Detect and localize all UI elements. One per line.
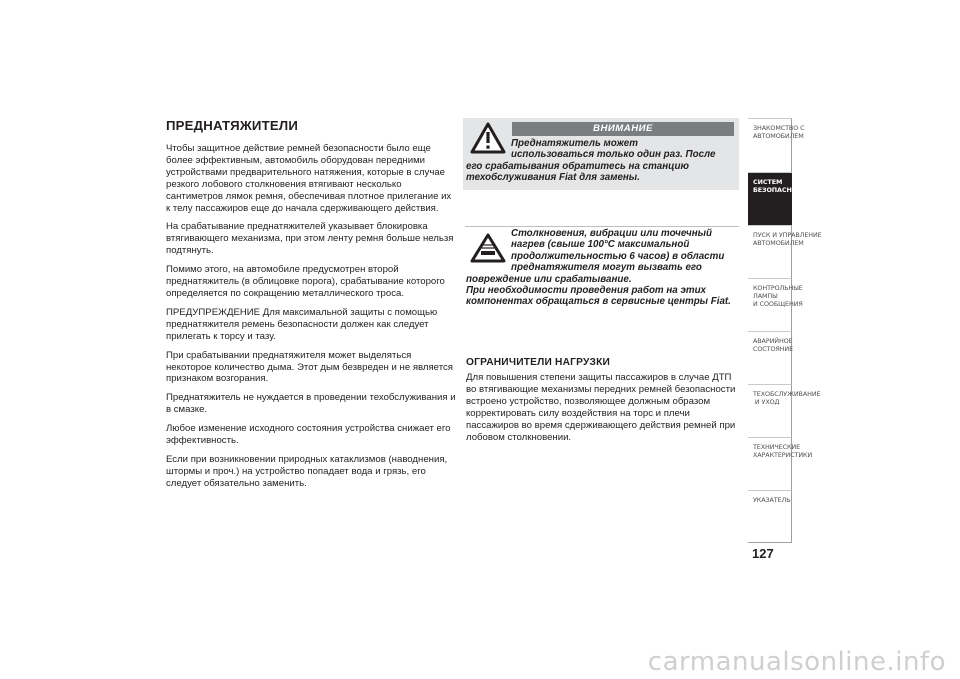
- paragraph: На срабатывание преднатяжителей указывает блокировка втягивающего механизма, при этом ленту ремня больше нельзя подтянуть.: [166, 221, 454, 257]
- caution-line: нагрев (свыше 100°С максимальной: [511, 239, 690, 251]
- paragraph: Помимо этого, на автомобиле предусмотрен второй преднатяжитель (в облицовке порога), срабатывание которого определяется по сокращению металлического троса.: [166, 264, 445, 299]
- footer-watermark: [0, 645, 960, 679]
- paragraph: Для повышения степени защиты пассажиров в случае ДТП во втягивающие механизмы передних ремней безопасности встроено устройство, позволяющее должным образом корректировать силу воздействия на торс и плечи пассажиров во время сдерживающего действия ремней при лобовом столкновении.: [466, 372, 736, 443]
- left-column: [166, 118, 458, 497]
- caution-line: повреждение или срабатывание.: [466, 273, 632, 285]
- paragraph: Если при возникновении природных катаклизмов (наводнения, штормы и проч.) на устройство попадает вода и грязь, его следует обязательно заменить.: [166, 453, 448, 489]
- paragraph: Преднатяжитель не нуждается в проведении техобслуживания и в смазке.: [166, 392, 456, 416]
- tab-starting-driving[interactable]: ПУСК И УПРАВЛЕНИЕ АВТОМОБИЛЕМ: [748, 225, 792, 278]
- warning-header: ВНИМАНИЕ: [512, 122, 734, 136]
- section-title: ПРЕДНАТЯЖИТЕЛИ: [166, 118, 298, 133]
- page-number: 127: [752, 546, 774, 561]
- caution-line: продолжительностью 6 часов) в области: [511, 250, 725, 262]
- paragraph: Чтобы защитное действие ремней безопасности было еще более эффективным, автомобиль оборудован передними устройствами предварительного натяжения, которые в случае резкого лобового столкновения втягивают несколько сантиметров лямок ремня, обеспечивая плотное прилегание их к телу пассажиров еще до начала сдерживающего действия.: [166, 143, 452, 214]
- tab-maintenance[interactable]: ТЕХОБСЛУЖИВАНИЕ И УХОД: [748, 384, 792, 437]
- tab-specifications[interactable]: ТЕХНИЧЕСКИЕ ХАРАКТЕРИСТИКИ: [748, 437, 792, 490]
- subsection-title: ОГРАНИЧИТЕЛИ НАГРУЗКИ: [466, 357, 611, 368]
- load-limiter-section: [466, 357, 738, 450]
- tab-emergency[interactable]: АВАРИЙНОЕ СОСТОЯНИЕ: [748, 331, 792, 384]
- tab-index[interactable]: УКАЗАТЕЛЬ: [748, 490, 792, 543]
- warning-line: использоваться только один раз. После: [511, 149, 716, 161]
- warning-text: [466, 138, 736, 184]
- caution-line: Столкновения, вибрации или точечный: [511, 228, 713, 239]
- watermark-text: carmanualsonline.info: [647, 647, 946, 677]
- caution-text: [466, 228, 738, 308]
- tab-intro[interactable]: ЗНАКОМСТВО С АВТОМОБИЛЕМ: [748, 118, 792, 172]
- warning-line: Преднатяжитель может: [511, 138, 638, 149]
- warning-line: его срабатывания обратитесь на станцию техобслуживания Fiat для замены.: [466, 160, 689, 184]
- tab-safety[interactable]: СИСТЕМ БЕЗОПАСНОСТИ: [748, 172, 792, 225]
- paragraph: ПРЕДУПРЕЖДЕНИЕ Для максимальной защиты с помощью преднатяжителя ремень безопасности должен как следует прилегать к торсу и тазу.: [166, 306, 438, 342]
- paragraph: Любое изменение исходного состояния устройства снижает его эффективность.: [166, 423, 451, 447]
- divider: [465, 226, 739, 227]
- caution-line: При необходимости проведения работ на этих компонентах обращаться в сервисные центры Fiat.: [466, 285, 731, 308]
- tab-warning-lights[interactable]: КОНТРОЛЬНЫЕ ЛАМПЫ И СООБЩЕНИЯ: [748, 278, 792, 331]
- paragraph: При срабатывании преднатяжителя может выделяться некоторое количество дыма. Этот дым безвреден и не является признаком возгорания.: [166, 349, 453, 385]
- caution-line: преднатяжителя могут вызвать его: [511, 262, 702, 274]
